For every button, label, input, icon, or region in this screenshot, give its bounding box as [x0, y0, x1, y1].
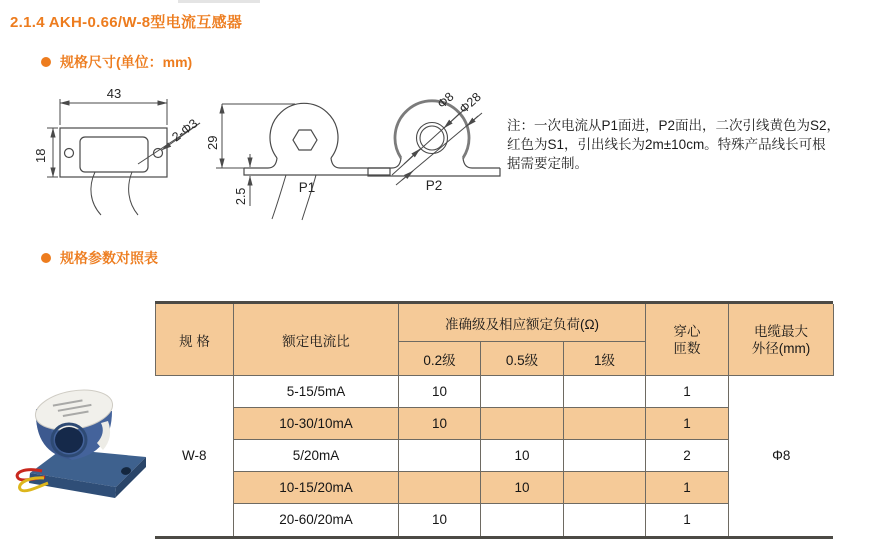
cell-turns: 2 — [646, 440, 729, 472]
cell-class-02 — [399, 472, 481, 504]
section-parameters-label: 规格参数对照表 — [60, 250, 158, 266]
header-turns-line1: 穿心 — [673, 323, 701, 339]
header-cable — [729, 304, 834, 376]
spec-table-wrap — [155, 301, 833, 539]
section-dimensions-label: 规格尺寸(单位：mm) — [60, 54, 193, 70]
dim-holes-label: 2-Φ3 — [169, 116, 201, 145]
cell-class-1 — [564, 472, 646, 504]
cell-cable-value: Φ8 — [729, 376, 834, 536]
wire-line — [129, 172, 138, 215]
dim-hole-label: Φ8 — [434, 89, 457, 112]
cell-class-1 — [564, 504, 646, 536]
cell-turns: 1 — [646, 504, 729, 536]
cell-ratio: 5/20mA — [234, 440, 399, 472]
center-hole — [293, 130, 317, 150]
dim-body-label: Φ28 — [456, 89, 484, 117]
cell-class-05 — [481, 504, 564, 536]
note-text — [507, 116, 840, 173]
note-line-1: 注：一次电流从P1面进，P2面出，二次引线黄色为S2， — [507, 118, 841, 133]
cell-class-05: 10 — [481, 440, 564, 472]
dim-body-height-label: 29 — [205, 135, 220, 150]
face-label-p2: P2 — [425, 178, 443, 193]
cell-class-05: 10 — [481, 472, 564, 504]
cell-class-02: 10 — [399, 408, 481, 440]
header-cable-line2: 外径(mm) — [751, 340, 811, 356]
cell-class-02: 10 — [399, 504, 481, 536]
table-row — [156, 376, 834, 408]
mount-hole-left — [65, 149, 74, 158]
dim-height-label: 18 — [33, 148, 48, 163]
wire-line — [272, 175, 286, 219]
cell-turns: 1 — [646, 408, 729, 440]
transformer-hole — [55, 427, 83, 453]
header-accuracy: 准确级及相应额定负荷(Ω) — [399, 304, 646, 342]
cell-class-05 — [481, 408, 564, 440]
cell-class-1 — [564, 376, 646, 408]
header-turns-line2: 匝数 — [673, 340, 701, 356]
spec-table — [155, 304, 834, 536]
product-photo — [12, 383, 167, 515]
bullet-icon — [41, 57, 51, 67]
note-line-3: 据需要定制。 — [507, 156, 588, 171]
bullet-icon — [41, 253, 51, 263]
header-class-05: 0.5级 — [481, 342, 564, 376]
note-line-2: 红色为S1，引出线长为2m±10cm。特殊产品线长可根 — [507, 137, 826, 152]
scan-artifact — [178, 0, 260, 3]
page-title: 2.1.4 AKH-0.66/W-8型电流互感器 — [10, 14, 243, 31]
header-class-02: 0.2级 — [399, 342, 481, 376]
cell-ratio: 5-15/5mA — [234, 376, 399, 408]
cell-class-05 — [481, 376, 564, 408]
cell-ratio: 20-60/20mA — [234, 504, 399, 536]
drawing-top-view — [30, 85, 215, 235]
section-parameters — [41, 248, 158, 268]
cell-class-1 — [564, 440, 646, 472]
section-dimensions — [41, 52, 192, 72]
header-ratio: 额定电流比 — [234, 304, 399, 376]
cell-class-1 — [564, 408, 646, 440]
wire-line — [91, 172, 101, 215]
header-cable-line1: 电缆最大 — [754, 323, 809, 339]
drawing-back-view-p2 — [358, 82, 518, 217]
dim-width-label: 43 — [106, 86, 122, 101]
face-label-p1: P1 — [298, 180, 316, 195]
cell-class-02 — [399, 440, 481, 472]
header-spec: 规 格 — [156, 304, 234, 376]
cell-ratio: 10-15/20mA — [234, 472, 399, 504]
dim-base-thickness-label: 2.5 — [234, 187, 248, 205]
cell-turns: 1 — [646, 472, 729, 504]
cell-class-02: 10 — [399, 376, 481, 408]
cell-spec-value: W-8 — [156, 376, 234, 536]
cell-ratio: 10-30/10mA — [234, 408, 399, 440]
cell-turns: 1 — [646, 376, 729, 408]
header-turns — [646, 304, 729, 376]
header-class-1: 1级 — [564, 342, 646, 376]
